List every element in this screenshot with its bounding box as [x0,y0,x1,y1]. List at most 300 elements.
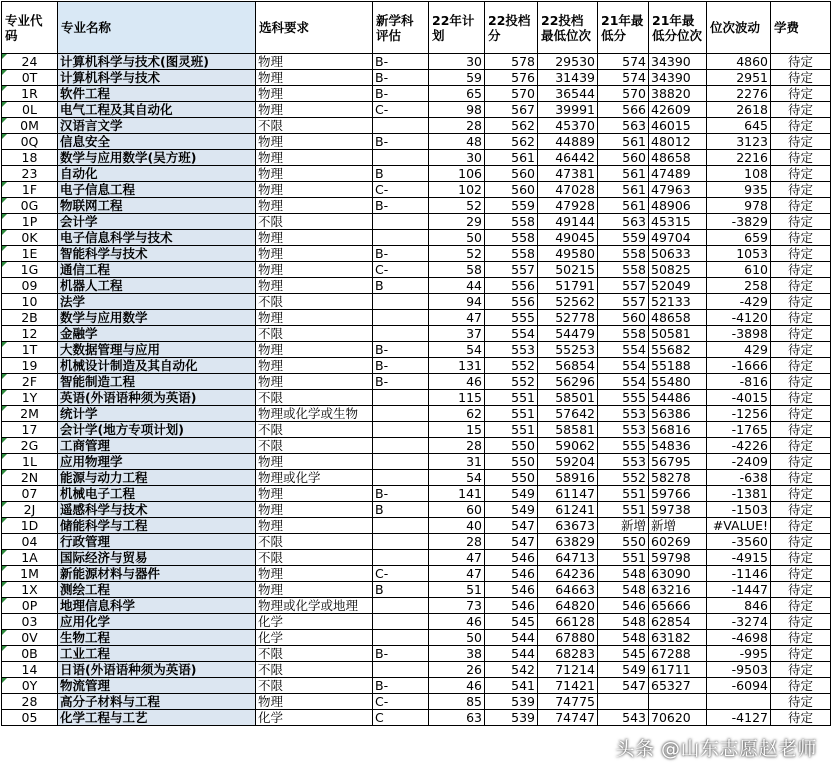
row-rank22: 67880 [538,630,598,646]
row-score21: 558 [598,246,649,262]
cell-marker-icon [2,214,7,219]
cell-marker-icon [2,566,7,571]
row-plan22: 30 [429,54,485,70]
row-code [2,486,58,502]
row-score21: 554 [598,358,649,374]
row-fee: 待定 [771,390,831,406]
row-score22: 551 [485,406,538,422]
row-change: -3274 [707,614,771,630]
table-row [2,598,831,614]
row-plan22: 73 [429,598,485,614]
row-change: -6094 [707,678,771,694]
row-score22: 547 [485,518,538,534]
row-code [2,406,58,422]
row-eval [373,662,429,678]
row-plan22: 52 [429,198,485,214]
row-name: 汉语言文学 [58,118,256,134]
row-change: 645 [707,118,771,134]
row-rank22: 52778 [538,310,598,326]
row-score21: 559 [598,230,649,246]
row-fee: 待定 [771,310,831,326]
row-eval: B- [373,374,429,390]
row-code-text: 0G [20,198,39,213]
row-code [2,374,58,390]
row-plan22: 102 [429,182,485,198]
row-change: -1765 [707,422,771,438]
row-plan22: 48 [429,134,485,150]
row-code [2,150,58,166]
cell-marker-icon [2,230,7,235]
row-code-text: 0B [21,646,38,661]
row-plan22: 28 [429,534,485,550]
row-plan22: 26 [429,662,485,678]
row-fee: 待定 [771,422,831,438]
row-select: 物理 [256,694,373,710]
row-eval [373,326,429,342]
row-name: 智能制造工程 [58,374,256,390]
row-change: -816 [707,374,771,390]
row-code-text: 0P [21,598,38,613]
row-code-text: 1A [21,550,38,565]
row-score22: 560 [485,166,538,182]
cell-marker-icon [2,518,7,523]
row-change: 659 [707,230,771,246]
row-score21: 550 [598,534,649,550]
row-select: 物理或化学或地理 [256,598,373,614]
row-fee: 待定 [771,518,831,534]
row-rank22: 45370 [538,118,598,134]
row-change: 258 [707,278,771,294]
row-eval: C- [373,566,429,582]
row-plan22: 46 [429,374,485,390]
row-code [2,262,58,278]
row-score21: 549 [598,662,649,678]
row-change: -1146 [707,566,771,582]
row-code [2,550,58,566]
row-code [2,646,58,662]
table-row [2,582,831,598]
row-rank21: 56816 [649,422,707,438]
row-score22: 550 [485,438,538,454]
row-score22: 547 [485,534,538,550]
row-plan22: 28 [429,118,485,134]
row-score22: 558 [485,246,538,262]
header-rank22: 22投档最低位次 [538,2,598,54]
row-change: -995 [707,646,771,662]
row-score21: 574 [598,70,649,86]
row-code [2,598,58,614]
cell-marker-icon [2,118,7,123]
row-code [2,310,58,326]
row-name: 应用化学 [58,614,256,630]
row-eval: C- [373,262,429,278]
row-select: 物理 [256,182,373,198]
row-rank21: 50581 [649,326,707,342]
row-fee: 待定 [771,134,831,150]
row-code [2,422,58,438]
row-eval [373,150,429,166]
cell-marker-icon [2,678,7,683]
row-score22: 558 [485,230,538,246]
row-fee: 待定 [771,246,831,262]
row-score22: 546 [485,598,538,614]
table-row [2,182,831,198]
row-rank22: 50215 [538,262,598,278]
table-row [2,374,831,390]
table-row [2,230,831,246]
row-rank21: 47489 [649,166,707,182]
row-plan22: 54 [429,342,485,358]
row-eval: B- [373,70,429,86]
row-code-text: 0V [21,630,38,645]
row-plan22: 29 [429,214,485,230]
row-eval: B- [373,678,429,694]
table-row [2,390,831,406]
row-select: 物理 [256,198,373,214]
row-code [2,390,58,406]
row-rank22: 47928 [538,198,598,214]
row-code-text: 1P [21,214,38,229]
table-row [2,342,831,358]
row-rank21: 48906 [649,198,707,214]
row-rank21: 63090 [649,566,707,582]
row-select: 不限 [256,678,373,694]
row-rank22: 74775 [538,694,598,710]
row-code-text: 2F [21,374,38,389]
table-row [2,502,831,518]
row-code [2,710,58,726]
row-change: 935 [707,182,771,198]
row-fee: 待定 [771,486,831,502]
row-code-text: 09 [21,278,38,293]
row-fee: 待定 [771,470,831,486]
row-score21: 558 [598,262,649,278]
row-name: 英语(外语语种须为英语) [58,390,256,406]
row-select: 物理 [256,566,373,582]
row-select: 物理或化学或生物 [256,406,373,422]
watermark: 头条 @山东志愿赵老师 [615,738,817,760]
cell-marker-icon [2,550,7,555]
row-change: -1666 [707,358,771,374]
row-score21: 554 [598,342,649,358]
row-score22: 549 [485,502,538,518]
row-code-text: 2M [20,406,39,421]
row-fee: 待定 [771,374,831,390]
row-name: 数学与应用数学 [58,310,256,326]
row-rank21: 50825 [649,262,707,278]
cell-marker-icon [2,134,7,139]
table-row [2,646,831,662]
row-select: 物理 [256,54,373,70]
row-score22: 555 [485,310,538,326]
row-score21: 548 [598,614,649,630]
row-eval [373,630,429,646]
row-plan22: 15 [429,422,485,438]
row-plan22: 58 [429,262,485,278]
row-rank22: 64713 [538,550,598,566]
row-change: -1447 [707,582,771,598]
header-score22: 22投档分 [485,2,538,54]
cell-marker-icon [2,390,7,395]
row-score21: 548 [598,630,649,646]
row-score21: 563 [598,118,649,134]
row-fee: 待定 [771,166,831,182]
row-name: 应用物理学 [58,454,256,470]
row-plan22: 60 [429,502,485,518]
row-code-text: 1T [21,342,38,357]
row-fee: 待定 [771,582,831,598]
table-row [2,438,831,454]
row-fee: 待定 [771,150,831,166]
row-fee: 待定 [771,214,831,230]
table-row [2,246,831,262]
row-rank22: 64236 [538,566,598,582]
row-fee: 待定 [771,326,831,342]
row-fee: 待定 [771,118,831,134]
row-change: 978 [707,198,771,214]
row-name: 数学与应用数学(吴方班) [58,150,256,166]
row-rank21: 47963 [649,182,707,198]
row-select: 不限 [256,534,373,550]
row-rank21: 34390 [649,70,707,86]
row-code-text: 07 [21,486,38,501]
row-plan22: 59 [429,70,485,86]
row-select: 物理 [256,454,373,470]
row-rank21: 62854 [649,614,707,630]
row-rank21: 59798 [649,550,707,566]
row-code-text: 17 [21,422,38,437]
row-rank22: 44889 [538,134,598,150]
row-name: 电子信息科学与技术 [58,230,256,246]
row-score21: 566 [598,102,649,118]
row-score22: 539 [485,710,538,726]
row-select: 不限 [256,662,373,678]
row-score21: 553 [598,454,649,470]
table-row [2,710,831,726]
row-name: 电子信息工程 [58,182,256,198]
row-name: 法学 [58,294,256,310]
table-row [2,310,831,326]
row-fee: 待定 [771,454,831,470]
row-rank21: 48658 [649,310,707,326]
row-rank21: 50633 [649,246,707,262]
row-rank22: 66128 [538,614,598,630]
header-select: 选科要求 [256,2,373,54]
row-code-text: 18 [21,150,38,165]
row-change: -4015 [707,390,771,406]
row-plan22: 47 [429,566,485,582]
row-select: 不限 [256,390,373,406]
row-rank22: 47028 [538,182,598,198]
row-change: 3123 [707,134,771,150]
row-rank22: 71214 [538,662,598,678]
row-select: 物理 [256,582,373,598]
row-name: 地理信息科学 [58,598,256,614]
row-code [2,278,58,294]
row-rank21: 56795 [649,454,707,470]
row-score22: 546 [485,582,538,598]
header-score21: 21年最低分 [598,2,649,54]
row-score21 [598,694,649,710]
row-select: 物理 [256,278,373,294]
row-fee: 待定 [771,342,831,358]
row-rank22: 59062 [538,438,598,454]
row-rank22: 49144 [538,214,598,230]
table-row [2,470,831,486]
row-score22: 541 [485,678,538,694]
row-rank21: 55480 [649,374,707,390]
row-code [2,694,58,710]
row-rank21: 60269 [649,534,707,550]
row-name: 行政管理 [58,534,256,550]
row-code-text: 12 [21,326,38,341]
row-score22: 546 [485,550,538,566]
cell-marker-icon [2,502,7,507]
row-select: 化学 [256,614,373,630]
row-score22: 562 [485,134,538,150]
row-select: 物理或化学 [256,470,373,486]
row-rank21: 63216 [649,582,707,598]
row-eval [373,214,429,230]
row-eval: B- [373,54,429,70]
row-fee: 待定 [771,182,831,198]
row-eval [373,310,429,326]
row-code-text: 1F [21,182,38,197]
row-code [2,662,58,678]
row-change: 610 [707,262,771,278]
row-eval: B- [373,86,429,102]
row-rank21: 65666 [649,598,707,614]
row-code [2,678,58,694]
table-row [2,166,831,182]
row-score21: 561 [598,166,649,182]
row-code [2,470,58,486]
row-change: 1053 [707,246,771,262]
table-row [2,486,831,502]
row-select: 不限 [256,422,373,438]
row-rank22: 31439 [538,70,598,86]
row-score21: 545 [598,646,649,662]
row-score21: 558 [598,326,649,342]
row-select: 物理 [256,102,373,118]
row-score21: 563 [598,214,649,230]
row-rank21: 58278 [649,470,707,486]
row-change: -638 [707,470,771,486]
row-score21: 551 [598,550,649,566]
row-select: 不限 [256,294,373,310]
row-fee: 待定 [771,294,831,310]
row-code [2,326,58,342]
table-row [2,326,831,342]
row-code-text: 10 [21,294,38,309]
row-plan22: 63 [429,710,485,726]
row-plan22: 46 [429,614,485,630]
row-name: 软件工程 [58,86,256,102]
row-fee: 待定 [771,710,831,726]
row-rank21: 49704 [649,230,707,246]
cell-marker-icon [2,470,7,475]
row-rank22: 68283 [538,646,598,662]
row-select: 物理 [256,86,373,102]
row-eval [373,614,429,630]
row-eval [373,294,429,310]
row-change: 4860 [707,54,771,70]
table-row [2,662,831,678]
row-select: 物理 [256,246,373,262]
row-score22: 556 [485,278,538,294]
row-fee: 待定 [771,406,831,422]
row-plan22: 51 [429,582,485,598]
row-name: 自动化 [58,166,256,182]
row-eval [373,390,429,406]
row-rank21: 54836 [649,438,707,454]
cell-marker-icon [2,406,7,411]
row-code-text: 1M [20,566,39,581]
row-score22: 550 [485,454,538,470]
row-fee: 待定 [771,534,831,550]
row-plan22: 46 [429,678,485,694]
table-row [2,614,831,630]
row-rank22: 58916 [538,470,598,486]
row-fee: 待定 [771,438,831,454]
row-rank21: 54486 [649,390,707,406]
row-select: 不限 [256,214,373,230]
table-body [2,54,831,726]
row-select: 不限 [256,118,373,134]
row-rank21: 48012 [649,134,707,150]
row-score22: 549 [485,486,538,502]
row-change: -1256 [707,406,771,422]
row-code-text: 28 [21,694,38,709]
row-code-text: 0M [20,118,39,133]
row-score21: 557 [598,278,649,294]
row-plan22: 141 [429,486,485,502]
cell-marker-icon [2,262,7,267]
row-eval [373,470,429,486]
row-code-text: 2B [21,310,38,325]
header-row [2,2,831,54]
row-plan22: 31 [429,454,485,470]
row-score22: 554 [485,326,538,342]
row-eval: B- [373,646,429,662]
row-score22: 545 [485,614,538,630]
row-score22: 560 [485,182,538,198]
row-rank21: 61711 [649,662,707,678]
row-code-text: 1X [21,582,38,597]
header-fee: 学费 [771,2,831,54]
row-fee: 待定 [771,662,831,678]
row-score21: 553 [598,422,649,438]
table-row [2,118,831,134]
row-rank22: 46442 [538,150,598,166]
row-eval [373,438,429,454]
row-plan22: 65 [429,86,485,102]
row-code [2,630,58,646]
row-score22: 551 [485,422,538,438]
row-code [2,614,58,630]
row-rank22: 63673 [538,518,598,534]
row-plan22: 52 [429,246,485,262]
row-code [2,342,58,358]
row-plan22: 131 [429,358,485,374]
row-code-text: 14 [21,662,38,677]
row-change: -3829 [707,214,771,230]
row-fee: 待定 [771,598,831,614]
row-rank21: 67288 [649,646,707,662]
row-code-text: 23 [21,166,38,181]
row-score21: 551 [598,502,649,518]
row-select: 化学 [256,630,373,646]
